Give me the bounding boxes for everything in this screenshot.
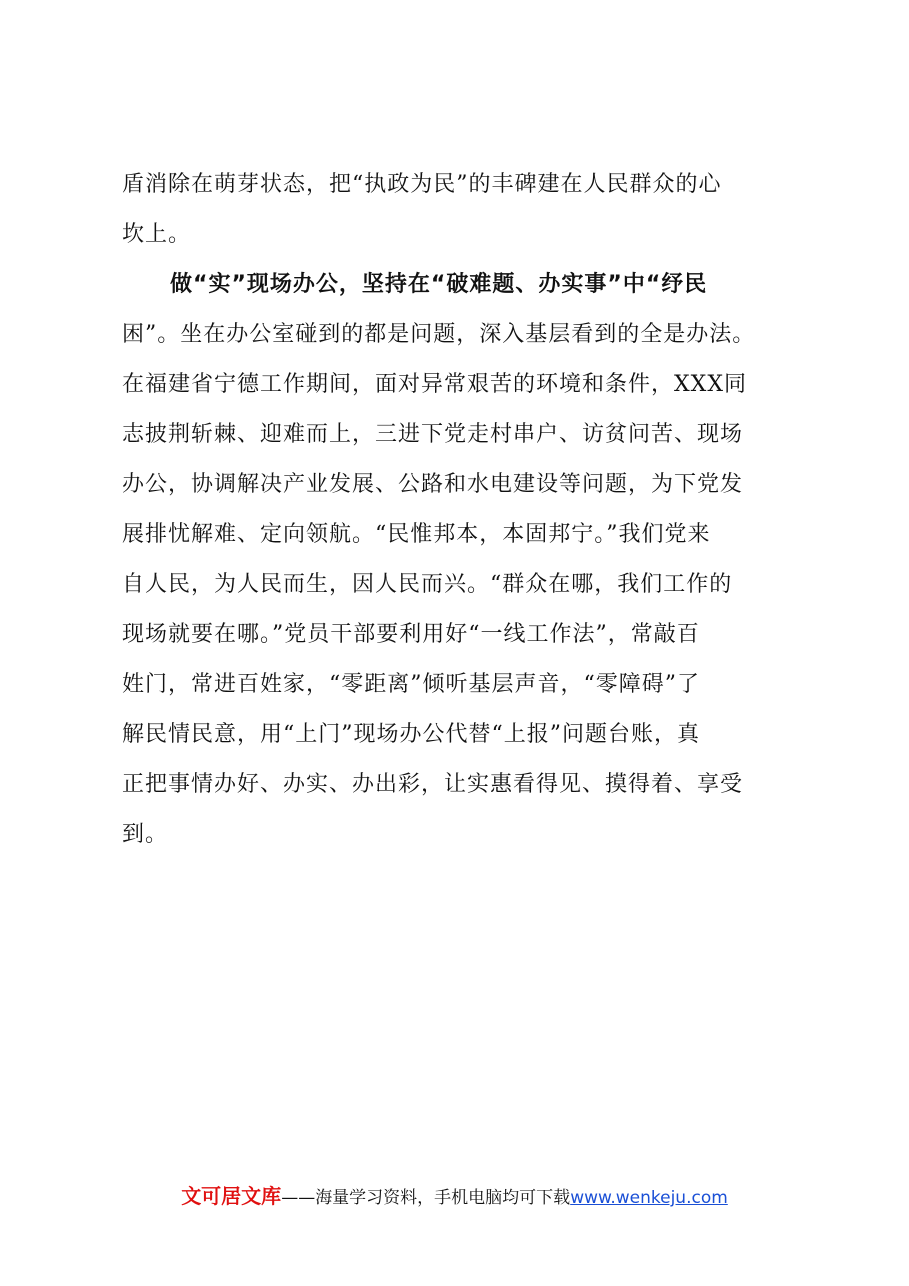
- paragraph-line: 姓门，常进百姓家，“零距离”倾听基层声音，“零障碍”了: [122, 672, 700, 697]
- paragraph-line: 自人民，为人民而生，因人民而兴。“群众在哪，我们工作的: [122, 572, 733, 597]
- paragraph-line: 展排忧解难、定向领航。“民惟邦本，本固邦宁。”我们党来: [122, 522, 711, 547]
- footer-link[interactable]: www.wenkeju.com: [570, 1188, 728, 1208]
- paragraph-line: 到。: [122, 822, 169, 847]
- paragraph-line: 现场就要在哪。”党员干部要利用好“一线工作法”，常敲百: [122, 622, 700, 647]
- section-heading-line: 做“实”现场办公，坚持在“破难题、办实事”中“纾民: [170, 272, 708, 297]
- paragraph-line: 志披荆斩棘、迎难而上，三进下党走村串户、访贫问苦、现场: [122, 422, 744, 447]
- paragraph-line: 正把事情办好、办实、办出彩，让实惠看得见、摸得着、享受: [122, 772, 744, 797]
- paragraph-line: 坎上。: [122, 222, 192, 247]
- paragraph-line: 困”。坐在办公室碰到的都是问题，深入基层看到的全是办法。: [122, 322, 756, 347]
- page-footer: [0, 1180, 909, 1209]
- paragraph-line: 盾消除在萌芽状态，把“执政为民”的丰碑建在人民群众的心: [122, 172, 722, 197]
- document-body: [122, 160, 802, 860]
- paragraph-line: 解民情民意，用“上门”现场办公代替“上报”问题台账，真: [122, 722, 700, 747]
- footer-tagline: ——海量学习资料，手机电脑均可下载: [281, 1188, 571, 1208]
- paragraph-line: 在福建省宁德工作期间，面对异常艰苦的环境和条件，XXX同: [122, 372, 747, 397]
- footer-brand: 文可居文库: [181, 1184, 282, 1208]
- paragraph-line: 办公，协调解决产业发展、公路和水电建设等问题，为下党发: [122, 472, 744, 497]
